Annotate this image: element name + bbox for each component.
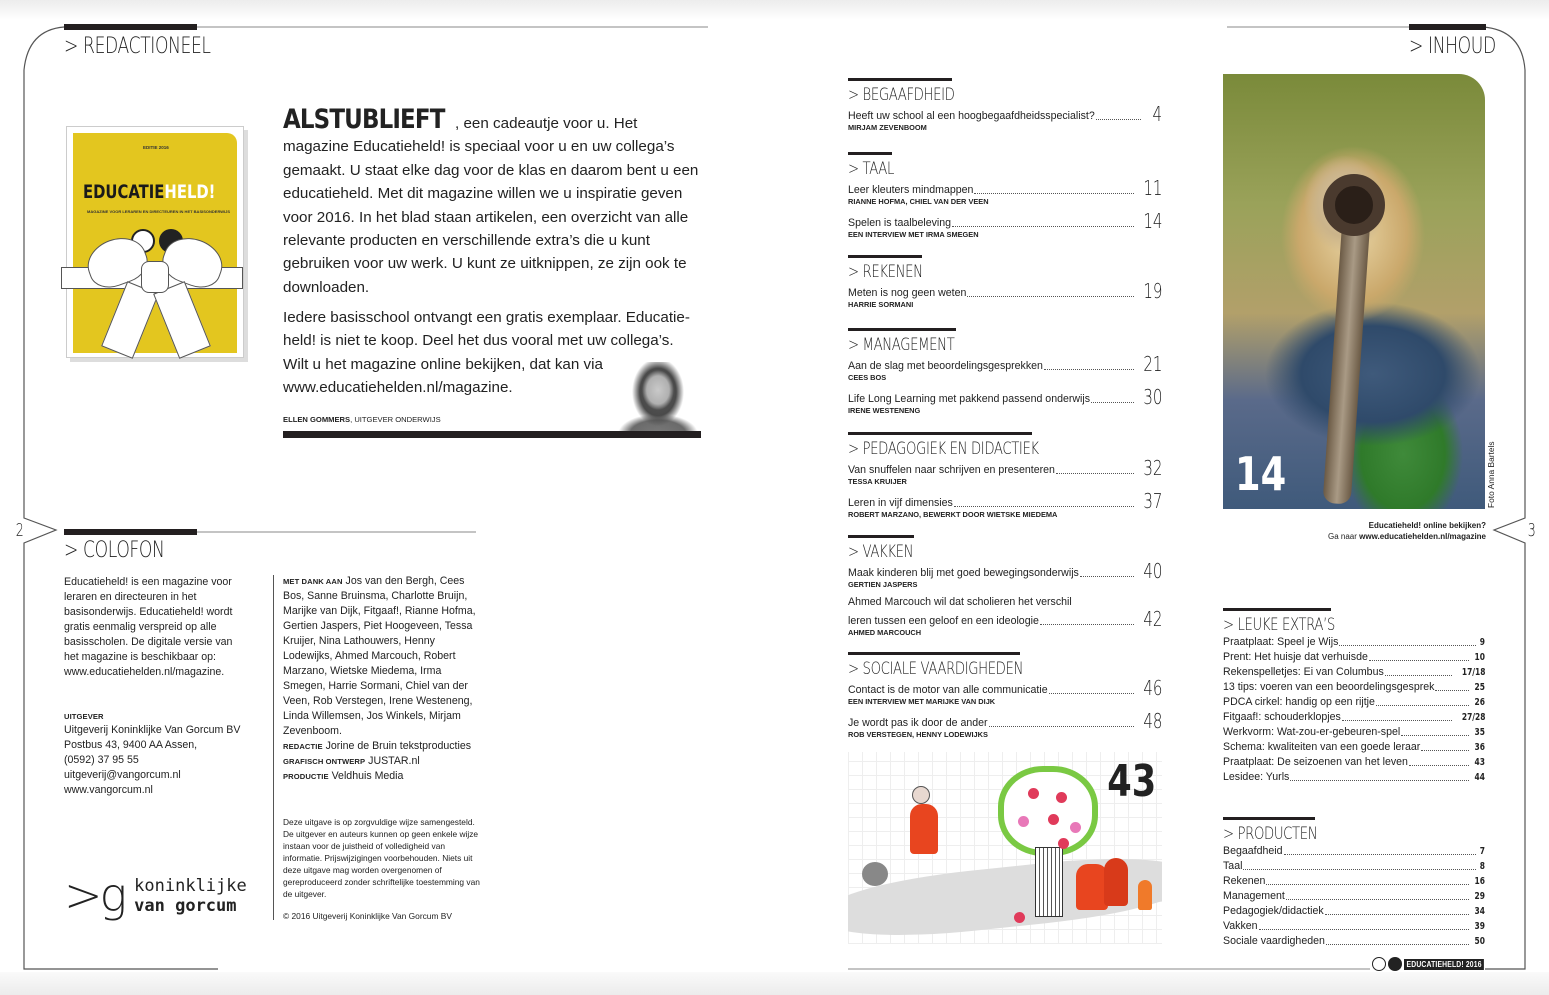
- extras-item[interactable]: Praatplaat: De seizoenen van het leven 43: [1223, 756, 1485, 768]
- van-gorcum-logo: >g koninklijke van gorcum: [64, 868, 247, 922]
- bow-knot-icon: [141, 261, 169, 293]
- person-figure: [910, 804, 938, 854]
- column-divider: [273, 575, 274, 920]
- toc-entry[interactable]: Life Long Learning met pakkend passend onderwijs 30 IRENE WESTENENG: [848, 385, 1162, 415]
- page-number-right: 3: [1527, 520, 1536, 541]
- signature-bar: [283, 431, 701, 438]
- toc-entry[interactable]: Ahmed Marcouch wil dat scholieren het verschil leren tussen een geloof en een ideologie 42 AHMED MARCOUCH: [848, 596, 1162, 637]
- toc-entry[interactable]: Meten is nog geen weten 19 HARRIE SORMANI: [848, 279, 1162, 309]
- extras-item[interactable]: Praatplaat: Speel je Wijs 9: [1223, 636, 1485, 648]
- extras-item[interactable]: Lesidee: Yurls 44: [1223, 771, 1485, 783]
- product-item[interactable]: Rekenen 16: [1223, 875, 1485, 887]
- toc-section-pedagogiek: > PEDAGOGIEK EN DIDACTIEK Van snuffelen naar schrijven en presenteren 32 TESSA KRUIJER Leren in vijf dimensies 37 ROBERT MARZANO, BEWERKT DOOR WIETSKE MIEDEMA: [848, 432, 1162, 520]
- product-item[interactable]: Taal 8: [1223, 860, 1485, 872]
- mascot-black-icon: [1388, 957, 1402, 971]
- colofon-about: Educatieheld! is een magazine voor leraren en directeuren in het basisonderwijs. Educatieheld! wordt gratis eenmalig verspreid op alle basisscholen. De digitale versie van het magazine is beschikbaar op: www.educatiehelden.nl/magazine.: [64, 576, 233, 678]
- page-number-left: 2: [15, 520, 24, 541]
- toc-entry[interactable]: Leer kleuters mindmappen 11 RIANNE HOFMA, CHIEL VAN DER VEEN: [848, 176, 1162, 206]
- extras-item[interactable]: PDCA cirkel: handig op een rijtje 26: [1223, 696, 1485, 708]
- toc-entry[interactable]: Contact is de motor van alle communicatie 46 EEN INTERVIEW MET MARIJKE VAN DIJK: [848, 676, 1162, 706]
- colofon-disclaimer: Deze uitgave is op zorgvuldige wijze samengesteld. De uitgever en auteurs kunnen op geen enkele wijze instaan voor de juistheid of volledigheid van informatie. Prijswijzigingen voorbehouden. Niets uit deze uitgave mag worden overgenomen of gereproduceerd zonder schriftelijke toestemming van de uitgever.: [283, 817, 480, 899]
- toc-entry[interactable]: Je wordt pas ik door de ander 48 ROB VERSTEGEN, HENNY LODEWIJKS: [848, 709, 1162, 739]
- extras-item[interactable]: 13 tips: voeren van een beoordelingsgesprek 25: [1223, 681, 1485, 693]
- seasons-illustration: [848, 752, 1162, 944]
- colofon-credits: REDACTIE Jorine de Bruin tekstproducties GRAFISCH ONTWERP JUSTAR.nl PRODUCTIE Veldhuis Media: [283, 740, 472, 782]
- colofon-copyright: © 2016 Uitgeverij Koninklijke Van Gorcum BV: [283, 911, 452, 921]
- online-notice: Educatieheld! online bekijken? Ga naar www.educatiehelden.nl/magazine: [1328, 521, 1486, 541]
- toc-entry[interactable]: Maak kinderen blij met goed bewegingsonderwijs 40 GERTIEN JASPERS: [848, 559, 1162, 589]
- person-figure: [1138, 880, 1152, 910]
- person-figure: [1104, 858, 1128, 906]
- extras-item[interactable]: Prent: Het huisje dat verhuisde 10: [1223, 651, 1485, 663]
- leuke-extras-list: > LEUKE EXTRA’S Praatplaat: Speel je Wijs 9 Prent: Het huisje dat verhuisde 10 Rekenspelletjes: Ei van Columbus 17/18 13 tips: voeren van een beoordelingsgesprek 25 PDCA cirkel: handig op een rijtje 26 Fitgaaf!: schouderklopjes 27/28 Werkvorm: Wat-zou-er-gebeuren-spel 35 Schema: kwaliteiten van een goede leraar 36 Praatplaat: De seizoenen van het leven 43 Lesidee: Yurls 44: [1223, 608, 1485, 785]
- cover-subtitle: MAGAZINE VOOR LERAREN EN DIRECTEUREN IN HET BASISONDERWIJS: [87, 209, 231, 214]
- section-label-inhoud: > INHOUD: [1409, 34, 1496, 59]
- toc-section-rekenen: > REKENEN Meten is nog geen weten 19 HARRIE SORMANI: [848, 255, 1162, 310]
- toc-section-vakken: > VAKKEN Maak kinderen blij met goed bewegingsonderwijs 40 GERTIEN JASPERS Ahmed Marcouch wil dat scholieren het verschil leren tussen een geloof en een ideologie 42 AHMED MARCOUCH: [848, 535, 1162, 638]
- section-bar: [64, 24, 197, 30]
- tree-icon: [998, 766, 1098, 856]
- magazine-cover-image: [66, 126, 244, 358]
- section-bar: [1409, 24, 1486, 30]
- product-item[interactable]: Vakken 39: [1223, 920, 1485, 932]
- colofon-publisher: UITGEVER Uitgeverij Koninklijke Van Gorcum BV Postbus 43, 9400 AA Assen, (0592) 37 95 55 uitgeverij@vangorcum.nl www.vangorcum.nl: [64, 712, 241, 796]
- cover-logo: EDUCATIEHELD!: [83, 181, 216, 203]
- photo-page-ref: 14: [1235, 447, 1287, 501]
- section-label-redactioneel: > REDACTIONEEL: [64, 34, 211, 59]
- photo-credit: Foto Anna Bartels: [1486, 441, 1496, 508]
- editor-portrait: [616, 362, 700, 432]
- bird-icon: [862, 862, 888, 886]
- extras-item[interactable]: Fitgaaf!: schouderklopjes 27/28: [1223, 711, 1485, 723]
- online-url-link[interactable]: www.educatiehelden.nl/magazine: [1359, 532, 1486, 541]
- toc-section-sociale-vaardigheden: > SOCIALE VAARDIGHEDEN Contact is de motor van alle communicatie 46 EEN INTERVIEW MET MARIJKE VAN DIJK Je wordt pas ik door de ander 48 ROB VERSTEGEN, HENNY LODEWIJKS: [848, 652, 1162, 740]
- illustration-page-ref: 43: [1107, 756, 1156, 807]
- intro-lead: ALSTUBLIEFT: [283, 104, 445, 135]
- toc-section-taal: > TAAL Leer kleuters mindmappen 11 RIANNE HOFMA, CHIEL VAN DER VEEN Spelen is taalbeleving 14 EEN INTERVIEW MET IRMA SMEGEN: [848, 152, 1162, 240]
- editorial-intro: ALSTUBLIEFT , een cadeautje voor u. Het magazine Educatieheld! is speciaal voor u en uw collega’s gemaakt. U staat elke dag voor de klas en daarom bent u een educatieheld. Met dit magazine willen we u inspiratie geven voor 2016. In het blad staan artikelen, een overzicht van alle relevante producten en verschillende extra’s die u kunt gebruiken voor uw werk. U kunt ze uitknippen, ze zijn ook te downloaden.: [283, 104, 699, 296]
- cover-edition: EDITIE 2016: [143, 145, 169, 150]
- product-item[interactable]: Begaafdheid 7: [1223, 845, 1485, 857]
- product-item[interactable]: Management 29: [1223, 890, 1485, 902]
- extras-item[interactable]: Rekenspelletjes: Ei van Columbus 17/18: [1223, 666, 1485, 678]
- toc-entry[interactable]: Van snuffelen naar schrijven en presenteren 32 TESSA KRUIJER: [848, 456, 1162, 486]
- section-label-colofon: > COLOFON: [64, 538, 165, 563]
- colofon-thanks: MET DANK AAN Jos van den Bergh, Cees Bos, Sanne Bruinsma, Charlotte Bruijn, Marijke van Dijk, Fitgaaf!, Rianne Hofma, Gertien Jaspers, Piet Hoogeveen, Tessa Kruijer, Nina Lathouwers, Henny Lodewijks, Ahmed Marcouch, Robert Marzano, Wietske Miedema, Irma Smegen, Harrie Sormani, Chiel van der Veen, Rob Verstegen, Irene Westeneng, Linda Willemsen, Jos Winkels, Mirjam Zevenboom.: [283, 575, 476, 737]
- toc-entry[interactable]: Heeft uw school al een hoogbegaafdheidsspecialist? 4 MIRJAM ZEVENBOOM: [848, 102, 1162, 132]
- toc-entry[interactable]: Leren in vijf dimensies 37 ROBERT MARZANO, BEWERKT DOOR WIETSKE MIEDEMA: [848, 489, 1162, 519]
- product-item[interactable]: Sociale vaardigheden 50: [1223, 935, 1485, 947]
- footer-badge: EDUCATIEHELD! 2016: [1372, 957, 1498, 971]
- editor-signature: ELLEN GOMMERS, UITGEVER ONDERWIJS: [283, 415, 441, 424]
- toc-section-begaafdheid: > BEGAAFDHEID Heeft uw school al een hoogbegaafdheidsspecialist? 4 MIRJAM ZEVENBOOM: [848, 78, 1162, 133]
- mascot-white-icon: [1372, 957, 1386, 971]
- product-item[interactable]: Pedagogiek/didactiek 34: [1223, 905, 1485, 917]
- section-bar: [64, 529, 197, 535]
- extras-item[interactable]: Schema: kwaliteiten van een goede leraar 36: [1223, 741, 1485, 753]
- editorial-intro-2: Iedere basisschool ontvangt een gratis exemplaar. Educatie-held! is niet te koop. Deel het dus vooral met uw collega’s. Wilt u het magazine online bekijken, dat kan via www.educatiehelden.nl/magazine.: [283, 309, 690, 397]
- toc-entry[interactable]: Aan de slag met beoordelingsgesprekken 21 CEES BOS: [848, 352, 1162, 382]
- toc-entry[interactable]: Spelen is taalbeleving 14 EEN INTERVIEW MET IRMA SMEGEN: [848, 209, 1162, 239]
- producten-list: > PRODUCTEN Begaafdheid 7 Taal 8 Rekenen 16 Management 29 Pedagogiek/didactiek 34 Vakken 39 Sociale vaardigheden 50: [1223, 817, 1485, 949]
- cover-photo: [1223, 74, 1485, 509]
- extras-item[interactable]: Werkvorm: Wat-zou-er-gebeuren-spel 35: [1223, 726, 1485, 738]
- toc-section-management: > MANAGEMENT Aan de slag met beoordelingsgesprekken 21 CEES BOS Life Long Learning met pakkend passend onderwijs 30 IRENE WESTENENG: [848, 328, 1162, 416]
